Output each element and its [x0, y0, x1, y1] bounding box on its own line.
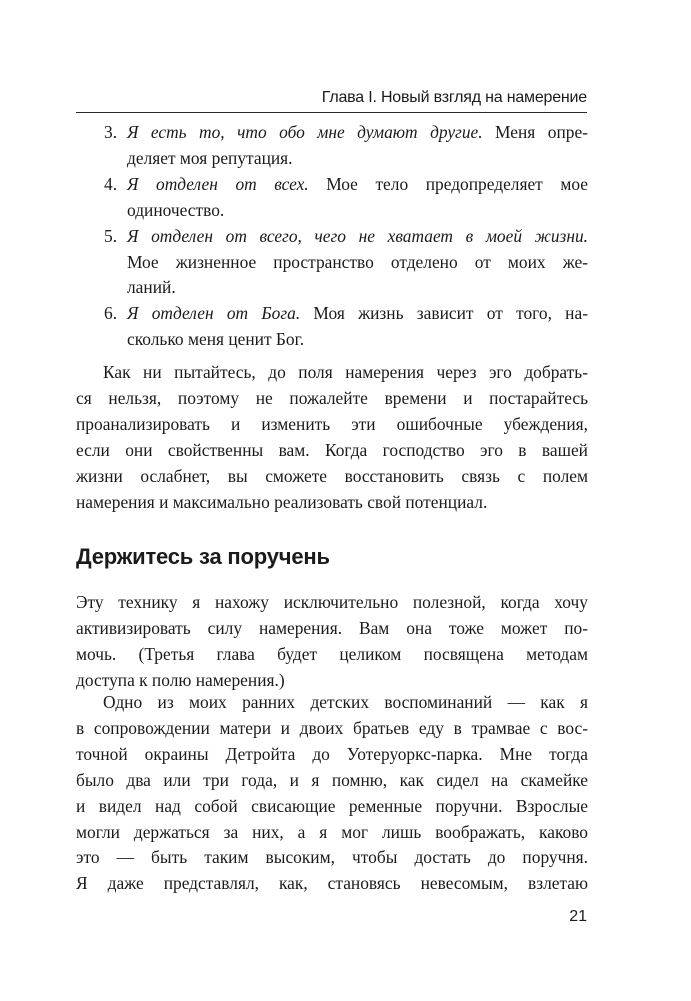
list-number: 5.: [104, 225, 118, 246]
text-line: жизни ослабнет, вы сможете восстановить связь с полем: [76, 465, 588, 486]
text-line: это — быть таким высоким, чтобы достать до поручня.: [76, 847, 588, 868]
list-line: [127, 275, 588, 301]
list-text: ланий.: [127, 277, 176, 298]
text-line: Одно из моих ранних детских воспоминаний — как я: [103, 692, 588, 712]
text-line: Эту технику я нахожу исключительно полезной, когда хочу: [76, 592, 588, 612]
list-number: 4.: [104, 173, 118, 194]
text-line: ся нельзя, поэтому не пожалейте времени и постарайтесь: [76, 387, 588, 408]
text-line: Как ни пытайтесь, до поля намерения через эго добрать-: [103, 362, 588, 382]
belief-list: [104, 120, 588, 353]
text-line: Я даже представлял, как, становясь невесомым, взлетаю: [76, 873, 588, 894]
text-line: если они свойственны вам. Когда господство эго в вашей: [76, 439, 588, 460]
list-item: [104, 301, 588, 353]
paragraph-technique: [76, 590, 588, 694]
list-item: [104, 224, 588, 302]
text-line: проанализировать и изменить эти ошибочные убеждения,: [76, 413, 588, 434]
list-line: [127, 250, 588, 276]
italic-phrase: Я отделен от всех.: [127, 173, 309, 194]
list-text: Мое тело предопределяет мое: [308, 173, 588, 194]
text-line: и видел над собой свисающие ременные поручни. Взрослые: [76, 795, 588, 816]
page-number: 21: [569, 908, 587, 925]
text-line: могли держаться за них, а я мог лишь воображать, каково: [76, 821, 588, 842]
section-heading: Держитесь за поручень: [76, 544, 330, 569]
italic-phrase: Я отделен от Бога.: [127, 303, 301, 324]
text-line: доступа к полю намерения.): [76, 669, 285, 690]
text-line: намерения и максимально реализовать свой потенциал.: [76, 491, 488, 512]
italic-phrase: Я есть то, что обо мне думают другие.: [127, 122, 483, 142]
list-text: одиночество.: [127, 199, 225, 220]
list-number: 6.: [104, 303, 118, 324]
text-line: в сопровождении матери и двоих братьев еду в трамвае с вос-: [76, 717, 588, 738]
text-line: было два или три года, и я помню, как сидел на скамейке: [76, 769, 588, 790]
list-text: Моя жизнь зависит от того, на-: [300, 303, 588, 324]
running-head: Глава I. Новый взгляд на намерение: [321, 89, 587, 106]
header-rule: [76, 112, 587, 113]
text-line: активизировать силу намерения. Вам она тоже может по-: [76, 617, 588, 638]
paragraph-ego: [76, 360, 588, 515]
list-line: [127, 120, 588, 146]
list-line: [127, 301, 588, 327]
list-text: сколько меня ценит Бог.: [127, 329, 305, 350]
list-line: [127, 198, 588, 224]
list-line: [127, 224, 588, 250]
list-line: [127, 146, 588, 172]
list-line: [127, 327, 588, 353]
text-line: мочь. (Третья глава будет целиком посвящена методам: [76, 643, 588, 664]
list-text: Меня опре-: [482, 122, 588, 142]
list-number: 3.: [104, 122, 118, 142]
list-item: [104, 172, 588, 224]
paragraph-memory: [76, 690, 588, 897]
text-line: точной окраины Детройта до Уотеруоркс-парка. Мне тогда: [76, 743, 588, 764]
list-text: деляет моя репутация.: [127, 147, 293, 168]
italic-phrase: Я отделен от всего, чего не хватает в моей жизни.: [127, 225, 588, 246]
list-line: [127, 172, 588, 198]
list-text: Мое жизненное пространство отделено от моих же-: [127, 251, 588, 272]
list-item: [104, 120, 588, 172]
